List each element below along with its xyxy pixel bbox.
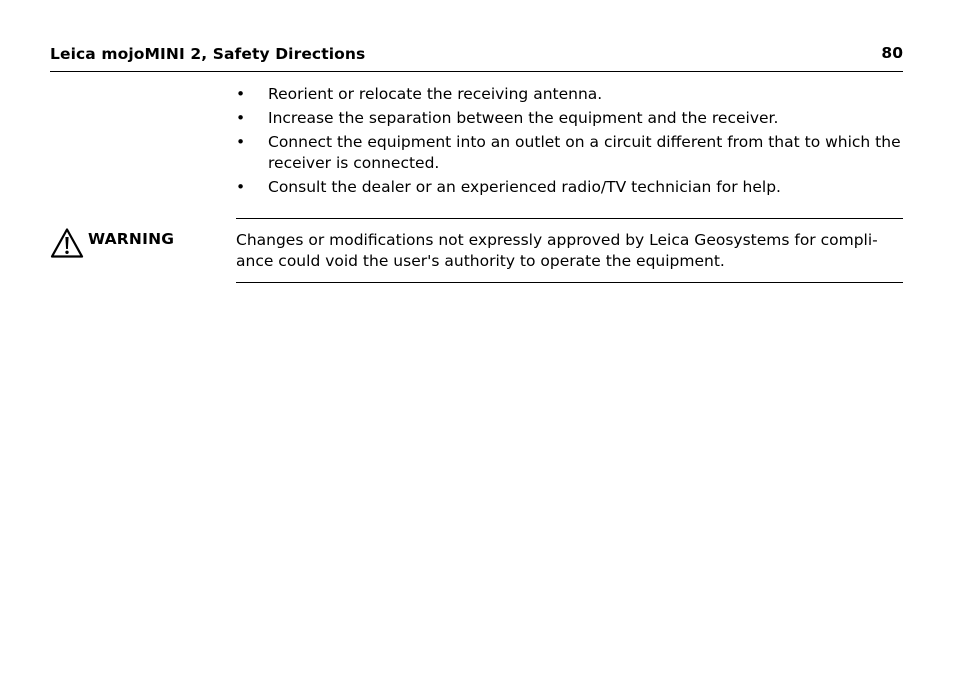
warning-label: WARNING (88, 230, 175, 248)
warning-text-line-2: ance could void the user's authority to operate the equipment. (236, 252, 725, 270)
document-title: Leica mojoMINI 2, Safety Directions (50, 45, 366, 63)
warning-label-group (50, 227, 174, 259)
bullet-icon: • (236, 109, 246, 127)
recommendation-list (236, 84, 903, 201)
page-header (50, 44, 903, 72)
bullet-icon: • (236, 133, 246, 151)
bullet-icon: • (236, 85, 246, 103)
list-item-text: Connect the equipment into an outlet on a circuit different from that to which the receiver is connected. (268, 133, 901, 172)
bullet-icon: • (236, 178, 246, 196)
list-item (236, 132, 903, 174)
list-item (236, 84, 903, 105)
warning-triangle-icon (50, 227, 84, 259)
list-item (236, 108, 903, 129)
list-item-text: Increase the separation between the equipment and the receiver. (268, 109, 779, 127)
list-item-text: Consult the dealer or an experienced radio/TV technician for help. (268, 178, 781, 196)
list-item (236, 177, 903, 198)
list-item-text: Reorient or relocate the receiving antenna. (268, 85, 603, 103)
warning-text-line-1: Changes or modifications not expressly approved by Leica Geosystems for compli- (236, 231, 878, 249)
page-number: 80 (881, 44, 903, 62)
warning-box (236, 218, 903, 283)
warning-text (236, 230, 903, 272)
